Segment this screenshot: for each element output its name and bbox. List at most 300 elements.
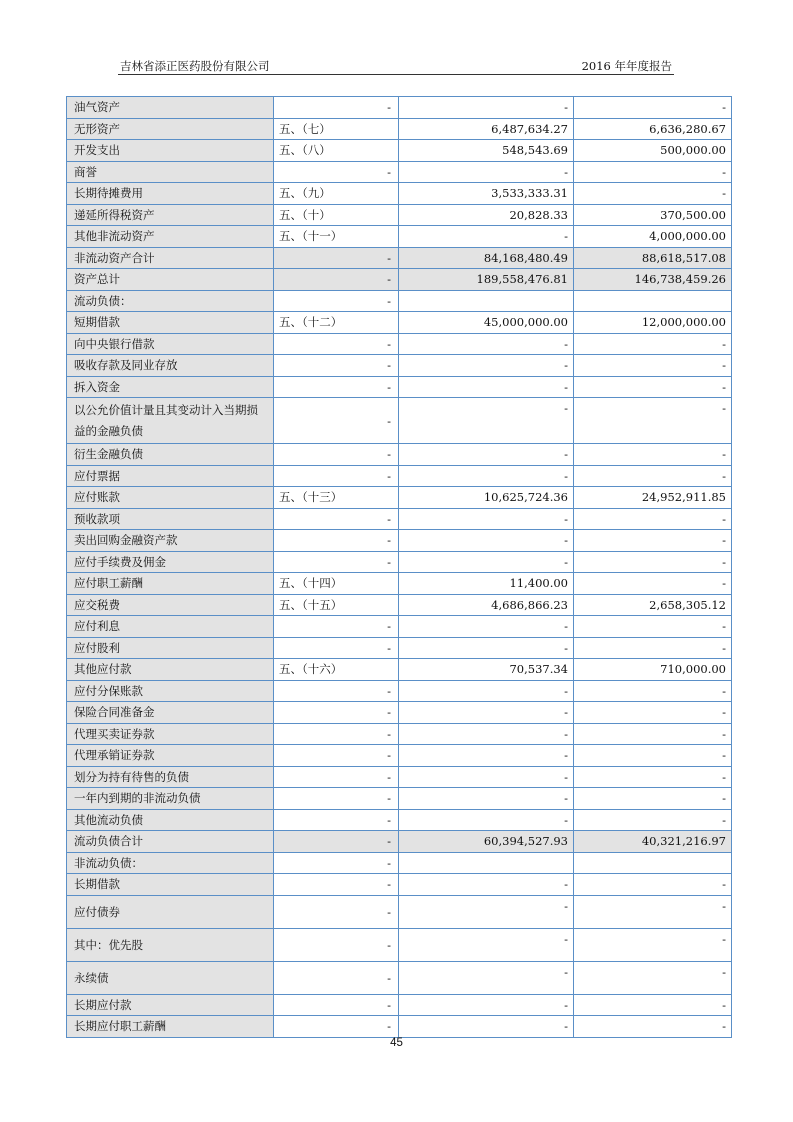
line-item-label bbox=[67, 809, 274, 831]
current-period-amount bbox=[399, 161, 574, 183]
line-item-label bbox=[67, 994, 274, 1016]
prior-period-amount bbox=[574, 508, 732, 530]
current-period-amount-text: - bbox=[564, 401, 568, 415]
line-item-label-text: 递延所得税资产 bbox=[74, 207, 155, 222]
current-period-amount bbox=[399, 269, 574, 291]
table-row bbox=[67, 247, 732, 269]
prior-period-amount-text: - bbox=[722, 812, 726, 827]
line-item-label bbox=[67, 355, 274, 377]
prior-period-amount-text: 6,636,280.67 bbox=[649, 121, 726, 136]
line-item-label bbox=[67, 616, 274, 638]
table-row bbox=[67, 616, 732, 638]
current-period-amount-text: - bbox=[564, 726, 568, 741]
line-item-label bbox=[67, 487, 274, 509]
note-reference bbox=[274, 702, 399, 724]
line-item-label bbox=[67, 247, 274, 269]
current-period-amount bbox=[399, 551, 574, 573]
current-period-amount-text: - bbox=[564, 964, 568, 979]
line-item-label-text: 流动负债： bbox=[74, 293, 132, 308]
note-reference bbox=[274, 788, 399, 810]
prior-period-amount-text: - bbox=[722, 100, 726, 115]
note-reference-text: - bbox=[387, 970, 391, 985]
prior-period-amount-text: - bbox=[722, 358, 726, 373]
note-reference bbox=[274, 508, 399, 530]
note-reference bbox=[274, 140, 399, 162]
line-item-label-text: 应付利息 bbox=[74, 619, 120, 634]
table-row bbox=[67, 637, 732, 659]
table-row bbox=[67, 269, 732, 291]
note-reference-text: - bbox=[387, 937, 391, 952]
line-item-label-text: 长期应付款 bbox=[74, 997, 132, 1012]
current-period-amount-text: - bbox=[564, 511, 568, 526]
line-item-label-text: 应付票据 bbox=[74, 468, 120, 483]
note-reference bbox=[274, 723, 399, 745]
line-item-label-text: 油气资产 bbox=[74, 100, 120, 115]
prior-period-amount-text: 4,000,000.00 bbox=[649, 229, 726, 244]
current-period-amount-text: - bbox=[564, 997, 568, 1012]
current-period-amount bbox=[399, 659, 574, 681]
table-row bbox=[67, 551, 732, 573]
note-reference bbox=[274, 97, 399, 119]
prior-period-amount-text: - bbox=[722, 186, 726, 201]
current-period-amount bbox=[399, 723, 574, 745]
note-reference bbox=[274, 487, 399, 509]
line-item-label-text: 其中：优先股 bbox=[74, 937, 143, 952]
note-reference-text: - bbox=[387, 877, 391, 892]
line-item-label bbox=[67, 269, 274, 291]
table-row bbox=[67, 594, 732, 616]
note-reference bbox=[274, 852, 399, 874]
prior-period-amount-text: 12,000,000.00 bbox=[641, 315, 726, 330]
line-item-label bbox=[67, 398, 274, 444]
line-item-label bbox=[67, 226, 274, 248]
prior-period-amount-text: - bbox=[722, 1019, 726, 1034]
note-reference-text: 五、（十六） bbox=[279, 662, 343, 677]
prior-period-amount bbox=[574, 680, 732, 702]
line-item-label-text: 应交税费 bbox=[74, 597, 120, 612]
current-period-amount bbox=[399, 465, 574, 487]
note-reference bbox=[274, 530, 399, 552]
current-period-amount-text: - bbox=[564, 812, 568, 827]
note-reference-text: - bbox=[387, 855, 391, 870]
current-period-amount bbox=[399, 398, 574, 444]
table-row bbox=[67, 702, 732, 724]
current-period-amount bbox=[399, 183, 574, 205]
current-period-amount bbox=[399, 994, 574, 1016]
current-period-amount bbox=[399, 766, 574, 788]
line-item-label-text: 应付手续费及佣金 bbox=[74, 554, 166, 569]
prior-period-amount-text: - bbox=[722, 748, 726, 763]
prior-period-amount-text: 40,321,216.97 bbox=[641, 834, 726, 849]
prior-period-amount bbox=[574, 398, 732, 444]
current-period-amount bbox=[399, 140, 574, 162]
table-row bbox=[67, 895, 732, 928]
note-reference-text: 五、（十三） bbox=[279, 490, 343, 505]
current-period-amount bbox=[399, 852, 574, 874]
current-period-amount-text: - bbox=[564, 379, 568, 394]
note-reference bbox=[274, 269, 399, 291]
table-row bbox=[67, 333, 732, 355]
note-reference-text: - bbox=[387, 379, 391, 394]
prior-period-amount-text: 88,618,517.08 bbox=[641, 250, 726, 265]
prior-period-amount bbox=[574, 961, 732, 994]
note-reference bbox=[274, 333, 399, 355]
prior-period-amount bbox=[574, 551, 732, 573]
prior-period-amount bbox=[574, 994, 732, 1016]
note-reference bbox=[274, 290, 399, 312]
line-item-label bbox=[67, 928, 274, 961]
note-reference bbox=[274, 118, 399, 140]
table-row bbox=[67, 444, 732, 466]
line-item-label-text: 长期借款 bbox=[74, 877, 120, 892]
note-reference bbox=[274, 680, 399, 702]
table-row bbox=[67, 680, 732, 702]
table-row bbox=[67, 928, 732, 961]
current-period-amount bbox=[399, 895, 574, 928]
prior-period-amount bbox=[574, 809, 732, 831]
note-reference-text: - bbox=[387, 554, 391, 569]
current-period-amount bbox=[399, 376, 574, 398]
prior-period-amount-text: - bbox=[722, 683, 726, 698]
current-period-amount bbox=[399, 702, 574, 724]
current-period-amount bbox=[399, 594, 574, 616]
table-row bbox=[67, 118, 732, 140]
note-reference-text: 五、（八） bbox=[279, 143, 331, 158]
line-item-label-text: 保险合同准备金 bbox=[74, 705, 155, 720]
prior-period-amount bbox=[574, 247, 732, 269]
line-item-label-text: 长期应付职工薪酬 bbox=[74, 1019, 166, 1034]
current-period-amount bbox=[399, 928, 574, 961]
table-row bbox=[67, 1016, 732, 1038]
prior-period-amount-text: - bbox=[722, 997, 726, 1012]
note-reference bbox=[274, 1016, 399, 1038]
current-period-amount-text: 60,394,527.93 bbox=[483, 834, 568, 849]
prior-period-amount bbox=[574, 376, 732, 398]
current-period-amount-text: - bbox=[564, 447, 568, 462]
line-item-label-text: 一年内到期的非流动负债 bbox=[74, 791, 201, 806]
prior-period-amount bbox=[574, 444, 732, 466]
prior-period-amount-text: - bbox=[722, 401, 726, 415]
prior-period-amount-text: - bbox=[722, 877, 726, 892]
current-period-amount-text: - bbox=[564, 931, 568, 946]
line-item-label bbox=[67, 161, 274, 183]
line-item-label-text: 预收款项 bbox=[74, 511, 120, 526]
prior-period-amount bbox=[574, 140, 732, 162]
prior-period-amount bbox=[574, 161, 732, 183]
note-reference bbox=[274, 573, 399, 595]
prior-period-amount bbox=[574, 487, 732, 509]
note-reference bbox=[274, 745, 399, 767]
current-period-amount bbox=[399, 680, 574, 702]
note-reference bbox=[274, 961, 399, 994]
note-reference-text: - bbox=[387, 468, 391, 483]
prior-period-amount-text: - bbox=[722, 898, 726, 913]
line-item-label-text: 商誉 bbox=[74, 164, 97, 179]
prior-period-amount-text: - bbox=[722, 511, 726, 526]
note-reference-text: - bbox=[387, 533, 391, 548]
note-reference bbox=[274, 659, 399, 681]
prior-period-amount bbox=[574, 204, 732, 226]
note-reference bbox=[274, 895, 399, 928]
line-item-label bbox=[67, 766, 274, 788]
note-reference bbox=[274, 637, 399, 659]
line-item-label bbox=[67, 637, 274, 659]
line-item-label bbox=[67, 702, 274, 724]
line-item-label-text: 其他非流动资产 bbox=[74, 229, 155, 244]
current-period-amount-text: - bbox=[564, 877, 568, 892]
table-row bbox=[67, 183, 732, 205]
note-reference-text: - bbox=[387, 413, 391, 428]
prior-period-amount-text: - bbox=[722, 336, 726, 351]
current-period-amount-text: - bbox=[564, 533, 568, 548]
note-reference bbox=[274, 183, 399, 205]
line-item-label bbox=[67, 376, 274, 398]
table-row bbox=[67, 161, 732, 183]
prior-period-amount-text: 500,000.00 bbox=[660, 143, 726, 158]
prior-period-amount bbox=[574, 852, 732, 874]
prior-period-amount bbox=[574, 895, 732, 928]
prior-period-amount-text: - bbox=[722, 576, 726, 591]
note-reference-text: - bbox=[387, 1019, 391, 1034]
current-period-amount bbox=[399, 290, 574, 312]
prior-period-amount bbox=[574, 312, 732, 334]
note-reference bbox=[274, 928, 399, 961]
line-item-label bbox=[67, 852, 274, 874]
line-item-label-text: 代理承销证券款 bbox=[74, 748, 155, 763]
line-item-label-text: 拆入资金 bbox=[74, 379, 120, 394]
note-reference-text: 五、（七） bbox=[279, 121, 331, 136]
prior-period-amount bbox=[574, 183, 732, 205]
prior-period-amount-text: 24,952,911.85 bbox=[641, 490, 726, 505]
prior-period-amount-text: - bbox=[722, 164, 726, 179]
note-reference bbox=[274, 247, 399, 269]
line-item-label-text: 应付债券 bbox=[74, 904, 120, 919]
table-row bbox=[67, 376, 732, 398]
prior-period-amount bbox=[574, 702, 732, 724]
table-row bbox=[67, 831, 732, 853]
note-reference bbox=[274, 809, 399, 831]
prior-period-amount-text: - bbox=[722, 931, 726, 946]
line-item-label-text: 开发支出 bbox=[74, 143, 120, 158]
current-period-amount-text: - bbox=[564, 554, 568, 569]
prior-period-amount-text: - bbox=[722, 726, 726, 741]
current-period-amount-text: - bbox=[564, 100, 568, 115]
note-reference-text: 五、（十） bbox=[279, 207, 331, 222]
line-item-label bbox=[67, 465, 274, 487]
note-reference-text: - bbox=[387, 100, 391, 115]
line-item-label-text: 应付分保账款 bbox=[74, 683, 143, 698]
table-row bbox=[67, 508, 732, 530]
line-item-label bbox=[67, 530, 274, 552]
current-period-amount bbox=[399, 788, 574, 810]
note-reference bbox=[274, 994, 399, 1016]
note-reference bbox=[274, 226, 399, 248]
line-item-label-text: 应付账款 bbox=[74, 490, 120, 505]
prior-period-amount bbox=[574, 723, 732, 745]
line-item-label bbox=[67, 444, 274, 466]
note-reference bbox=[274, 161, 399, 183]
table-row bbox=[67, 723, 732, 745]
prior-period-amount-text: - bbox=[722, 769, 726, 784]
table-row bbox=[67, 573, 732, 595]
line-item-label-text: 向中央银行借款 bbox=[74, 336, 155, 351]
line-item-label bbox=[67, 594, 274, 616]
current-period-amount bbox=[399, 637, 574, 659]
current-period-amount-text: - bbox=[564, 791, 568, 806]
table-row bbox=[67, 226, 732, 248]
current-period-amount-text: - bbox=[564, 358, 568, 373]
current-period-amount-text: 3,533,333.31 bbox=[491, 186, 568, 201]
prior-period-amount-text: 710,000.00 bbox=[660, 662, 726, 677]
note-reference-text: - bbox=[387, 640, 391, 655]
line-item-label bbox=[67, 290, 274, 312]
table-row bbox=[67, 961, 732, 994]
current-period-amount bbox=[399, 204, 574, 226]
line-item-label bbox=[67, 745, 274, 767]
current-period-amount bbox=[399, 97, 574, 119]
current-period-amount-text: 45,000,000.00 bbox=[483, 315, 568, 330]
line-item-label-text: 吸收存款及同业存放 bbox=[74, 358, 178, 373]
table-row bbox=[67, 852, 732, 874]
line-item-label-text: 短期借款 bbox=[74, 315, 120, 330]
line-item-label-text: 非流动资产合计 bbox=[74, 250, 155, 265]
note-reference-text: - bbox=[387, 164, 391, 179]
line-item-label bbox=[67, 140, 274, 162]
current-period-amount-text: - bbox=[564, 468, 568, 483]
current-period-amount-text: 70,537.34 bbox=[509, 662, 568, 677]
table-row bbox=[67, 874, 732, 896]
note-reference-text: - bbox=[387, 769, 391, 784]
line-item-label bbox=[67, 508, 274, 530]
table-row bbox=[67, 809, 732, 831]
prior-period-amount bbox=[574, 616, 732, 638]
current-period-amount-text: 84,168,480.49 bbox=[483, 250, 568, 265]
line-item-label-text: 非流动负债： bbox=[74, 855, 143, 870]
prior-period-amount-text: - bbox=[722, 619, 726, 634]
note-reference-text: - bbox=[387, 705, 391, 720]
current-period-amount-text: - bbox=[564, 705, 568, 720]
prior-period-amount bbox=[574, 573, 732, 595]
line-item-label bbox=[67, 204, 274, 226]
table-row bbox=[67, 97, 732, 119]
current-period-amount-text: - bbox=[564, 619, 568, 634]
balance-sheet-table bbox=[66, 96, 732, 1038]
note-reference bbox=[274, 874, 399, 896]
table-row bbox=[67, 487, 732, 509]
line-item-label-text: 长期待摊费用 bbox=[74, 186, 143, 201]
current-period-amount bbox=[399, 226, 574, 248]
line-item-label-text: 应付股利 bbox=[74, 640, 120, 655]
table-row bbox=[67, 312, 732, 334]
note-reference bbox=[274, 398, 399, 444]
balance-sheet-body bbox=[67, 97, 732, 1038]
prior-period-amount bbox=[574, 637, 732, 659]
line-item-label bbox=[67, 961, 274, 994]
note-reference-text: - bbox=[387, 904, 391, 919]
prior-period-amount-text: - bbox=[722, 791, 726, 806]
line-item-label-text: 划分为持有待售的负债 bbox=[74, 769, 189, 784]
prior-period-amount-text: 146,738,459.26 bbox=[634, 272, 726, 287]
note-reference-text: - bbox=[387, 272, 391, 287]
note-reference-text: - bbox=[387, 358, 391, 373]
note-reference-text: - bbox=[387, 997, 391, 1012]
line-item-label bbox=[67, 874, 274, 896]
table-row bbox=[67, 398, 732, 444]
table-row bbox=[67, 290, 732, 312]
prior-period-amount bbox=[574, 269, 732, 291]
company-name: 吉林省添正医药股份有限公司 bbox=[120, 59, 270, 73]
table-row bbox=[67, 465, 732, 487]
note-reference bbox=[274, 312, 399, 334]
prior-period-amount-text: - bbox=[722, 705, 726, 720]
current-period-amount-text: - bbox=[564, 336, 568, 351]
line-item-label-text: 流动负债合计 bbox=[74, 834, 143, 849]
line-item-label bbox=[67, 1016, 274, 1038]
note-reference-text: - bbox=[387, 748, 391, 763]
line-item-label bbox=[67, 723, 274, 745]
current-period-amount-text: 4,686,866.23 bbox=[491, 597, 568, 612]
line-item-label bbox=[67, 551, 274, 573]
note-reference bbox=[274, 594, 399, 616]
prior-period-amount-text: - bbox=[722, 554, 726, 569]
prior-period-amount bbox=[574, 226, 732, 248]
current-period-amount bbox=[399, 530, 574, 552]
current-period-amount bbox=[399, 333, 574, 355]
prior-period-amount-text: - bbox=[722, 379, 726, 394]
prior-period-amount bbox=[574, 788, 732, 810]
current-period-amount bbox=[399, 1016, 574, 1038]
line-item-label-text: 其他应付款 bbox=[74, 662, 132, 677]
current-period-amount bbox=[399, 508, 574, 530]
current-period-amount bbox=[399, 444, 574, 466]
line-item-label bbox=[67, 659, 274, 681]
table-row bbox=[67, 766, 732, 788]
prior-period-amount bbox=[574, 745, 732, 767]
line-item-label bbox=[67, 97, 274, 119]
note-reference-text: 五、（十五） bbox=[279, 597, 343, 612]
prior-period-amount bbox=[574, 465, 732, 487]
line-item-label-text: 应付职工薪酬 bbox=[74, 576, 143, 591]
table-row bbox=[67, 745, 732, 767]
current-period-amount bbox=[399, 487, 574, 509]
note-reference bbox=[274, 616, 399, 638]
note-reference-text: - bbox=[387, 619, 391, 634]
current-period-amount-text: 11,400.00 bbox=[509, 576, 568, 591]
prior-period-amount-text: - bbox=[722, 468, 726, 483]
line-item-label-text: 其他流动负债 bbox=[74, 812, 143, 827]
line-item-label bbox=[67, 831, 274, 853]
prior-period-amount-text: 370,500.00 bbox=[660, 207, 726, 222]
prior-period-amount bbox=[574, 97, 732, 119]
prior-period-amount bbox=[574, 594, 732, 616]
current-period-amount-text: 548,543.69 bbox=[502, 143, 568, 158]
prior-period-amount-text: 2,658,305.12 bbox=[649, 597, 726, 612]
note-reference-text: - bbox=[387, 293, 391, 308]
current-period-amount bbox=[399, 831, 574, 853]
table-row bbox=[67, 994, 732, 1016]
current-period-amount bbox=[399, 247, 574, 269]
current-period-amount-text: 189,558,476.81 bbox=[476, 272, 568, 287]
current-period-amount-text: - bbox=[564, 683, 568, 698]
line-item-label bbox=[67, 118, 274, 140]
note-reference-text: - bbox=[387, 336, 391, 351]
prior-period-amount bbox=[574, 290, 732, 312]
note-reference-text: - bbox=[387, 834, 391, 849]
line-item-label-text: 卖出回购金融资产款 bbox=[74, 533, 178, 548]
note-reference bbox=[274, 204, 399, 226]
prior-period-amount bbox=[574, 1016, 732, 1038]
prior-period-amount-text: - bbox=[722, 640, 726, 655]
